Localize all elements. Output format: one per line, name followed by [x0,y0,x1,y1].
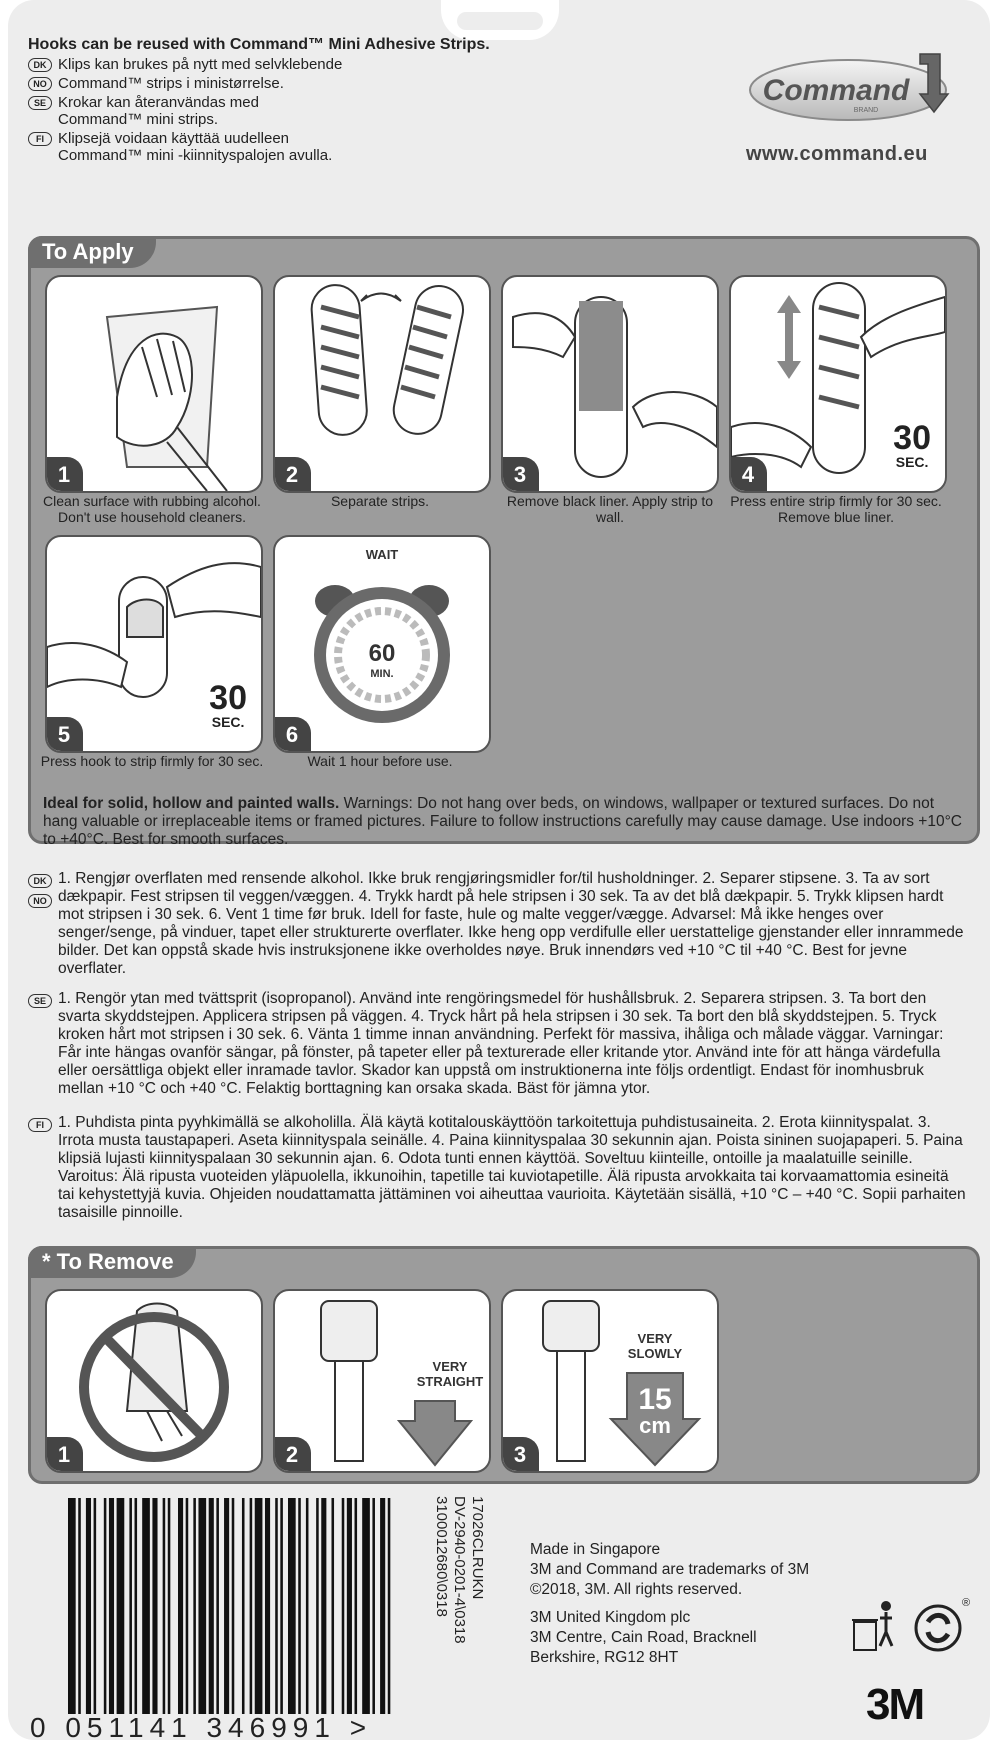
timer-unit: MIN. [370,668,394,680]
reuse-line [28,130,588,164]
separate-strips-illustration [275,277,489,491]
wait-label: WAIT [365,547,399,562]
timer-number: 60 [368,640,396,667]
barcode-bar [68,1498,76,1714]
warnings-bold: Ideal for solid, hollow and painted walls. [43,795,340,812]
registered-mark: ® [962,1597,970,1609]
barcode-bar [275,1498,278,1714]
barcode-bar [362,1498,370,1714]
distance-number: 15 [638,1383,672,1416]
remove-step-2 [273,1289,491,1473]
barcode-bar [86,1498,91,1714]
barcode-bar [142,1498,150,1714]
product-code-1: 3100012680\0318 [433,1496,450,1617]
apply-step-2 [273,275,491,493]
barcode-bar [129,1498,132,1714]
barcode [68,1498,398,1714]
translation-dk-no [28,870,968,978]
barcode-bar [288,1498,296,1714]
step-number: 3 [501,457,539,493]
reuse-text [58,130,332,164]
step-number: 2 [273,457,311,493]
address-line: Berkshire, RG12 8HT [530,1649,679,1666]
barcode-bar [380,1498,385,1714]
barcode-bar [193,1498,196,1714]
barcode-bar [94,1498,97,1714]
reuse-text-line: Command™ strips i ministørrelse. [58,75,284,92]
lang-badge: DK [28,58,52,72]
step-number: 6 [273,717,311,753]
warnings-text [43,795,963,849]
lang-badge-se: SE [28,994,52,1008]
apply-caption-5: Press hook to strip firmly for 30 sec. [40,753,264,769]
duration-badge [893,421,931,469]
barcode-number: 0 051141 346991 > [30,1712,373,1743]
barcode-bar [104,1498,107,1714]
barcode-bar [152,1498,157,1714]
apply-step-6 [273,535,491,753]
bin-disposal-icon [852,1601,892,1650]
duration-badge [209,681,247,729]
reuse-text-line: Command™ mini strips. [58,111,219,128]
reuse-text-line: Klipsejä voidaan käyttää uudelleen [58,130,289,147]
duration-unit: SEC. [211,714,245,730]
reuse-text [58,75,284,92]
step-number: 2 [273,1437,311,1473]
logo-text: Command [762,74,910,107]
barcode-bar [109,1498,114,1714]
step-number: 5 [45,717,83,753]
remove-liner-illustration [503,277,717,491]
lang-badge: NO [28,77,52,91]
barcode-bar [178,1498,183,1714]
lang-badge-dk: DK [28,874,52,888]
hang-hole [457,12,543,30]
reuse-text-line: Klips kan brukes på nytt med selvklebende [58,56,343,73]
green-dot-icon [916,1606,960,1650]
remove-step-3 [501,1289,719,1473]
reuse-text-line: Krokar kan återanvändas med [58,94,259,111]
barcode-bar [163,1498,166,1714]
recycling-icons [850,1596,970,1656]
apply-step-1 [45,275,263,493]
lang-badge: FI [28,132,52,146]
logo-sub: BRAND [853,107,879,114]
duration-number: 30 [893,419,931,457]
product-codes [432,1490,502,1710]
barcode-bar [347,1498,352,1714]
step-number: 4 [729,457,767,493]
translation-text: 1. Puhdista pinta pyyhkimällä se alkoholilla. Älä käytä kotitalouskäyttöön tarkoitettuja puhdistusaineita. 2. Erota kiinnityspalat. 3. Irrota musta taustapaperi. Aseta kiinnityspala seinälle. 4. Paina kiinnityspalaa 30 sekunnin ajan. Poista sininen suojapaperi. 5. Paina klipsiä lujasti kiinnityspalaan 30 sekunnin ajan. 6. Odota tunti ennen käyttöä. Soveltuu kiinteille, ontoille ja maalatuille seinille. Varoitus: Älä ripusta vuoteiden yläpuolella, ikkunoihin, tapetille tai kuviotapetille. Älä ripusta arvokkaita tai korvaamattomia esineitä tai kehystettyjä kuvia. Ohjeiden noudattamatta jättäminen voi aiheuttaa vaurioita. Käytetään sisällä, +10 °C – +40 °C. Sopii parhaiten tasaisille pinnoille. [58,1114,966,1221]
address-line: 3M Centre, Cain Road, Bracknell [530,1629,757,1646]
reuse-line [28,56,588,73]
step-number: 3 [501,1437,539,1473]
barcode-bar [78,1498,81,1714]
reuse-text [58,56,342,73]
arrow-label: VERY STRAIGHT [416,1359,484,1389]
barcode-bar [331,1498,334,1714]
barcode-bar [372,1498,375,1714]
lang-badge-fi: FI [28,1118,52,1132]
barcode-bar [265,1498,270,1714]
barcode-bar [135,1498,138,1714]
remove-title: * To Remove [28,1246,196,1278]
apply-caption-6: Wait 1 hour before use. [307,753,453,769]
reuse-text-line: Command™ mini -kiinnityspalojen avulla. [58,147,333,164]
wipe-illustration [47,277,261,491]
translation-se [28,990,968,1098]
barcode-bar [216,1498,219,1714]
distance-unit: cm [639,1413,671,1438]
apply-panel [28,236,980,848]
legal-text [530,1540,809,1668]
apply-caption-2: Separate strips. [330,493,430,509]
barcode-bar [342,1498,345,1714]
product-code-2: DV-2940-0201-4\0318 [451,1496,468,1644]
barcode-bar [242,1498,245,1714]
barcode-bar [388,1498,391,1714]
apply-step-3 [501,275,719,493]
remove-panel [28,1246,980,1484]
reuse-headline: Hooks can be reused with Command™ Mini Adhesive Strips. [28,36,490,53]
barcode-bar [316,1498,319,1714]
translation-text: 1. Rengjør overflaten med rensende alkohol. Ikke bruk rengjøringsmidler for/til husholdninger. 2. Separer stipsene. 3. Ta av sort dækpapir. Fest stripsen til veggen/væggen. 4. Trykk hardt på hele stripsen i 30 sek. Ta av det blå dækpapir. 5. Trykk klipsen hardt mot stripsen i 30 sek. 6. Vent 1 time før bruk. Idell for faste, hule og malte vegger/vægge. Advarsel: Må ikke henges over senger/senge, på vinduer, tapet eller strukturerte overflater. Ikke heng opp verdifulle eller uerstattelige gjenstander eller innrammede bilder. Det kan oppstå skade hvis instruksjonene ikke overholdes nøye. Bruk innendørs ved +10 °C til +40 °C. Best for jevne overflater. [58,870,964,977]
barcode-bar [298,1498,301,1714]
barcode-bar [198,1498,206,1714]
reuse-line [28,75,588,92]
legal-line: 3M and Command are trademarks of 3M [530,1561,810,1578]
3m-logo: 3M [866,1680,924,1729]
duration-unit: SEC. [895,454,929,470]
apply-step-5 [45,535,263,753]
reuse-text [58,94,259,128]
duration-number: 30 [209,679,247,717]
arrow-label: VERY SLOWLY [627,1331,683,1361]
apply-caption-4: Press entire strip firmly for 30 sec. Remove blue liner. [730,493,942,525]
step-number: 1 [45,457,83,493]
translation-fi [28,1114,968,1222]
command-logo [748,50,958,122]
website-url: www.command.eu [746,143,928,165]
step-number: 1 [45,1437,83,1473]
lang-badge-no: NO [28,894,52,908]
lang-badge: SE [28,96,52,110]
barcode-bar [224,1498,229,1714]
reuse-notice [28,36,588,166]
product-code-3: 17026CLRUKN [469,1496,486,1600]
reuse-line [28,94,588,128]
wait-clock-illustration [275,537,489,751]
barcode-bar [186,1498,189,1714]
barcode-bar [117,1498,125,1714]
barcode-bar [321,1498,326,1714]
remove-step-1 [45,1289,263,1473]
barcode-bar [306,1498,309,1714]
apply-caption-3: Remove black liner. Apply strip to wall. [506,493,714,525]
apply-caption-1: Clean surface with rubbing alcohol. Don't use household cleaners. [43,493,261,525]
barcode-bar [280,1498,283,1714]
translation-text: 1. Rengör ytan med tvättsprit (isopropanol). Använd inte rengöringsmedel för hushållsbruk. 2. Separera stripsen. 3. Ta bort den svarta skyddstejpen. Applicera stripsen på väggen. 4. Tryck hårt på hela stripsen i 30 sek. Ta bort den blå skyddstejpen. 5. Tryck kroken hårt mot stripsen i 30 sek. 6. Vänta 1 timme innan användning. Perfekt för massiva, ihåliga och målade väggar. Varningar: Får inte hängas ovanför sängar, på fönster, på tapeter eller på texturerade eller kritande ytor. Använd inte för att hänga värdefulla eller oersättliga objekt eller inramade tavlor. Skador kan uppstå om instruktionerna inte följs ordentligt. Endast för inomhusbruk mellan +10 °C och +40 °C. Felaktig borttagning kan orsaka skada. Bäst för jämna ytor. [58,990,944,1097]
barcode-bar [255,1498,263,1714]
barcode-bar [168,1498,171,1714]
barcode-bar [250,1498,253,1714]
warnings-body: Warnings: Do not hang over beds, on windows, wallpaper or textured surfaces. Do not hang valuable or irreplaceable items or framed pictures. Failure to follow instructions carefully may cause damage. Use indoors +10°C to +40°C. Best for smooth surfaces. [43,795,962,848]
legal-line: Made in Singapore [530,1541,661,1558]
apply-step-4 [729,275,947,493]
barcode-bar [209,1498,214,1714]
apply-title: To Apply [28,236,156,268]
barcode-bar [232,1498,235,1714]
address-line: 3M United Kingdom plc [530,1609,691,1626]
legal-line: ©2018, 3M. All rights reserved. [530,1581,743,1598]
reuse-translations [28,56,588,164]
barcode-bar [355,1498,358,1714]
